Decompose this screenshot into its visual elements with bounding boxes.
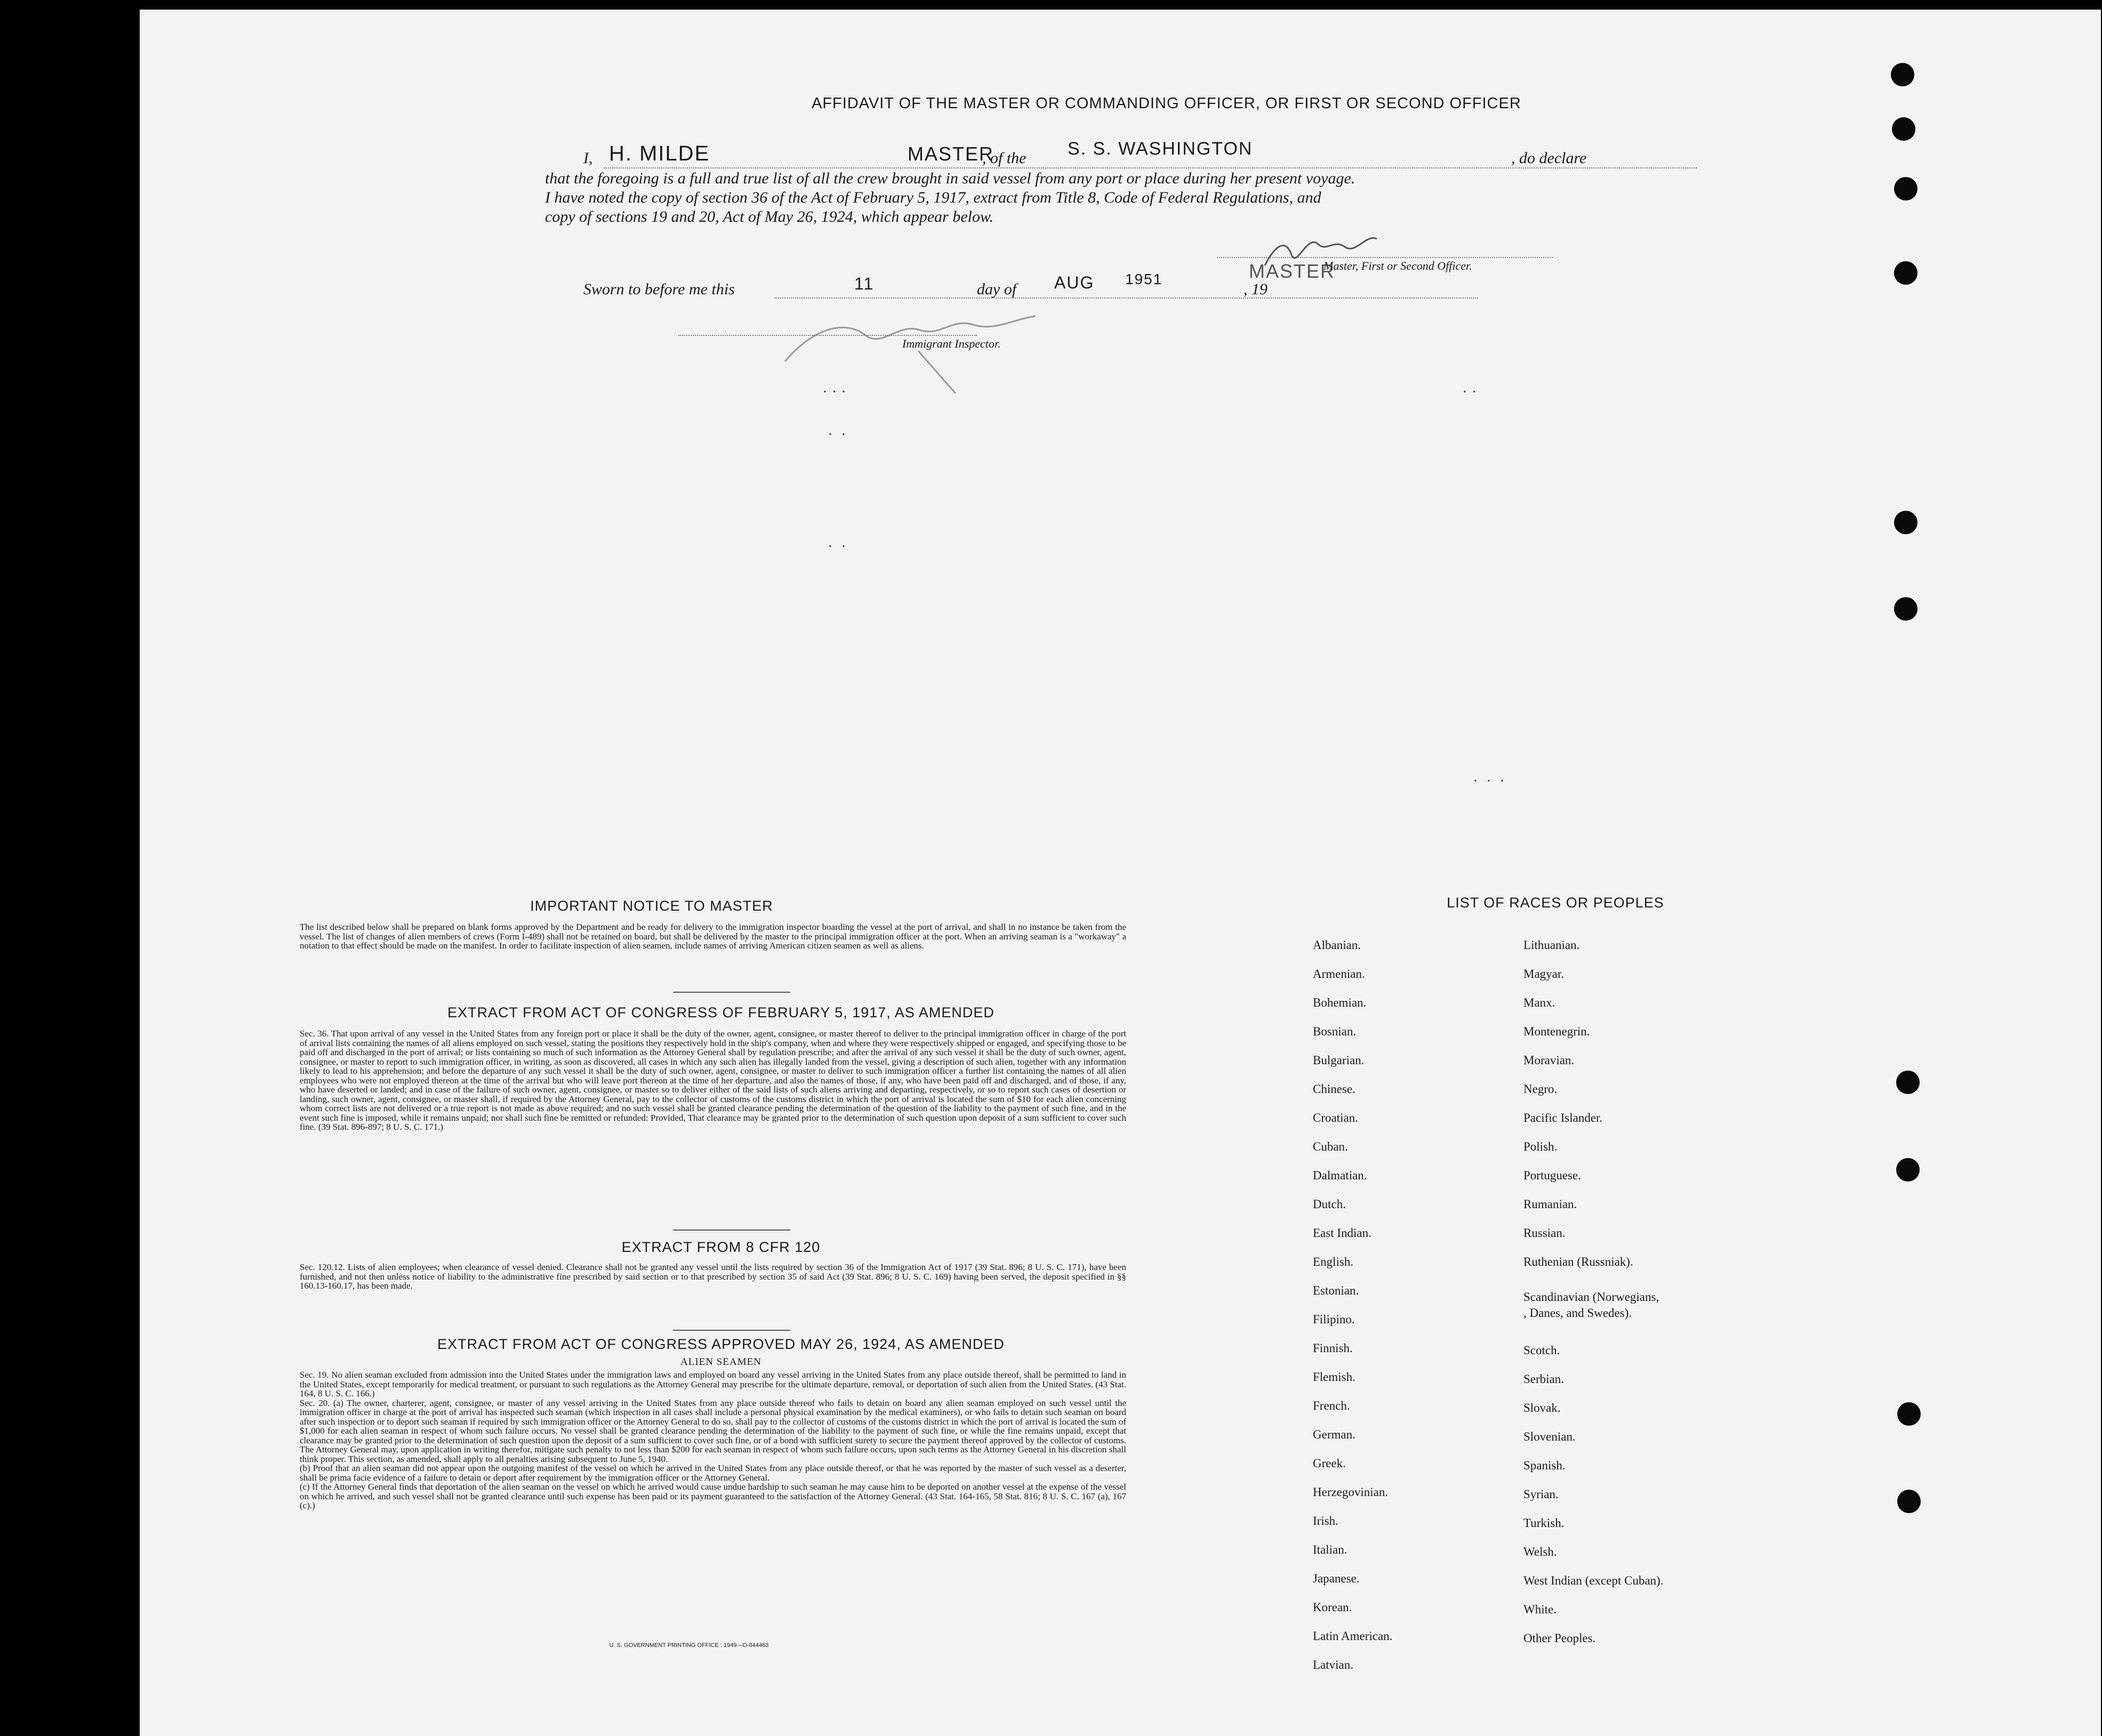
extract-1924-body [300,1370,1126,1510]
name-line [604,167,1697,168]
extract-1924-title: EXTRACT FROM ACT OF CONGRESS APPROVED MAY 26, 1924, AS AMENDED [437,1336,1005,1352]
inspector-label: Immigrant Inspector. [902,337,1001,350]
race-item: Turkish. [1523,1516,1565,1530]
race-item: Cuban. [1313,1140,1348,1153]
punch-hole [1897,1402,1921,1426]
race-item: Albanian. [1313,938,1361,952]
section-19-text: Sec. 19. No alien seaman excluded from admission into the United States under the immigration laws and employed on board any vessel arriving in the United States from any place outside thereof, shall be permitted to land in the United States, except temporarily for medical treatment, or pursuant to such regulations as the Attorney General may prescribe for the ultimate departure, removal, or deportation of such alien from the United States. (43 Stat. 164, 8 U. S. C. 166.) [300,1370,1126,1399]
sworn-label: Sworn to before me this [583,280,735,298]
race-item: Welsh. [1523,1545,1557,1558]
races-title: LIST OF RACES OR PEOPLES [1447,895,1664,911]
race-item: Rumanian. [1523,1197,1577,1211]
declaration-line-4: copy of sections 19 and 20, Act of May 26, 1924, which appear below. [545,208,994,226]
race-item: Montenegrin. [1523,1025,1590,1038]
sworn-day: 11 [854,274,875,293]
race-item: Scandinavian (Norwegians, [1523,1290,1659,1304]
master-name: H. MILDE [609,142,710,165]
extract-cfr-text: Sec. 120.12. Lists of alien employees; when clearance of vessel denied. Clearance shall not be granted any vessel until the lists required by section 36 of the Immigration Act of 1917 (39 Stat. 896; 8 U. S. C. 171), have been furnished, and not then unless notice of liability to the administrative fine prescribed by said section or to that prescribed by section 35 of said Act (39 Stat. 896; 8 U. S. C. 169) having been served, the deposit specified in §§ 160.13-160.17, has been made. [300,1262,1126,1291]
declaration-i: I, [583,149,593,167]
inspector-line [678,335,977,336]
race-item: Korean. [1313,1601,1352,1614]
race-item: English. [1313,1255,1354,1268]
vessel-name: S. S. WASHINGTON [1068,139,1253,159]
race-item: East Indian. [1313,1226,1371,1240]
race-item: Flemish. [1313,1370,1355,1384]
race-item: Irish. [1313,1514,1338,1528]
race-item: Manx. [1523,996,1555,1009]
punch-hole [1894,177,1918,200]
race-item: Lithuanian. [1523,938,1580,952]
sworn-month: AUG [1054,273,1095,292]
race-item: Croatian. [1313,1111,1358,1124]
race-item: Polish. [1523,1140,1558,1153]
sworn-year-stamp: 1951 [1125,271,1163,287]
notice-text: The list described below shall be prepared on blank forms approved by the Department and be ready for delivery to the immigration inspector boarding the vessel at the port of arrival, and shall in no instance be taken from the vessel. The list of changes of alien members of crews (Form I-489) shall not be retained on board, but shall be delivered by the master to the principal immigration officer at the port. When an arriving seaman is a "workaway" a notation to that effect should be made on the manifest. In order to facilitate inspection of alien seamen, include names of arriving American citizen seamen as well as aliens. [300,922,1126,951]
race-item: Magyar. [1523,967,1565,980]
race-item: Herzegovinian. [1313,1485,1389,1499]
race-item: Ruthenian (Russniak). [1523,1255,1633,1268]
race-item: Russian. [1523,1226,1566,1240]
officer-stamp: MASTER [1249,260,1336,282]
punch-hole [1894,597,1918,621]
notice-title: IMPORTANT NOTICE TO MASTER [530,898,773,914]
punch-hole [1896,1071,1920,1094]
race-item: German. [1313,1428,1355,1441]
race-item: Italian. [1313,1543,1347,1556]
race-item: Estonian. [1313,1284,1359,1297]
punch-hole [1894,261,1918,285]
race-item: West Indian (except Cuban). [1523,1574,1664,1587]
year-prefix: , 19 [1243,280,1267,298]
race-item: , Danes, and Swedes). [1523,1306,1632,1320]
extract-1917-text: Sec. 36. That upon arrival of any vessel in the United States from any foreign port or place it shall be the duty of the owner, agent, consignee, or master thereof to deliver to the principal immigration officer in charge of the port of arrival lists containing the names of all aliens employed on such vessel, stating the positions they respectively hold in the ship's company, when and where they were respectively shipped or engaged, and specifying those to be paid off and discharged in the port of arrival; or lists containing so much of such information as the Attorney General shall by regulation prescribe; and after the arrival of any such vessel it shall be the duty of such owner, agent, consignee, or master to report to such immigration officer, in writing, as soon as discovered, all cases in which any such alien has illegally landed from the vessel, giving a description of such alien, together with any information likely to lead to his apprehension; and before the departure of any such vessel it shall be the duty of such owner, agent, consignee, or master to deliver to such immigration officer a further list containing the names of all alien employees who were not employed thereon at the time of the arrival but who will leave port thereon at the time of her departure, and also the names of those, if any, who have been paid off and discharged, and of those, if any, who have deserted or landed; and in case of the failure of such owner, agent, consignee, or master so to deliver either of the said lists of such aliens arriving and departing, respectively, or so to report such cases of desertion or landing, such owner, agent, consignee, or master shall, if required by the Attorney General, pay to the collector of customs of the customs district in which the port of arrival is located the sum of $10 for each alien concerning whom correct lists are not delivered or a true report is not made as above required; and no such vessel shall be granted clearance pending the determination of the question of the liability to the payment of such fine, and in the event such fine is imposed, while it remains unpaid; nor shall such fine be remitted or refunded: Provided, That clearance may be granted prior to the determination of such question upon deposit of a sum sufficient to cover such fine. (39 Stat. 896-897; 8 U. S. C. 171.) [300,1028,1126,1132]
punch-hole [1897,1490,1921,1513]
race-item: Portuguese. [1523,1169,1581,1182]
race-item: Scotch. [1523,1344,1560,1357]
officer-label: Master, First or Second Officer. [1323,259,1472,272]
document-page: AFFIDAVIT OF THE MASTER OR COMMANDING OFFICER, OR FIRST OR SECOND OFFICER I, H. MILDE MASTER , of the S. S. WASHINGTON , do declare that the foregoing is a full and true list of all the crew brought in said vessel from any port or place during her present voyage. I have noted the copy of section 36 of the Act of February 5, 1917, extract from Title 8, Code of Federal Regulations, and copy of sections 19 and 20, Act of May 26, 1924, which appear below. MASTER Master, First or Second Officer. Sworn to before me this 11 day of AUG 1951 , 19 Immigrant Inspector. · · · · · · · · · · · · IMPORTANT NOTICE TO MASTER The list described below shall be prepared on blank forms approved by the Department and be ready for delivery to the immigration inspector boarding the vessel at the port of arrival, and shall in no instance be taken from the vessel. The list of changes of alien members of crews (Form I-489) shall not be retained on board, but shall be delivered by the master to the principal immigration officer at the port. When an arriving seaman is a "workaway" a notation to that effect should be made on the manifest. In order to facilitate inspection of alien seamen, include names of arriving American citizen seamen as well as aliens. EXTRACT FROM ACT OF CONGRESS OF FEBRUARY 5, 1917, AS AMENDED Sec. 36. That upon arrival of any vessel in the United States from any foreign port or place it shall be the duty of the owner, agent, consignee, or master thereof to deliver to the principal immigration officer in charge of the port of arrival lists containing the names of all aliens employed on such vessel, stating the positions they respectively hold in the ship's company, when and where they were respectively shipped or engaged, and specifying those to be paid off and discharged in the port of arrival; or lists containing so much of such information as the Attorney General shall by regulation prescribe; and after the arrival of any such vessel it shall be the duty of such owner, agent, consignee, or master to report to such immigration officer, in writing, as soon as discovered, all cases in which any such alien has illegally landed from the vessel, giving a description of such alien, together with any information likely to lead to his apprehension; and before the departure of any such vessel it shall be the duty of such owner, agent, consignee, or master to deliver to such immigration officer a further list containing the names of all alien employees who were not employed thereon at the time of the arrival but who will leave port thereon at the time of her departure, and also the names of those, if any, who have been paid off and discharged, and of those, if any, who have deserted or landed; and in case of the failure of such owner, agent, consignee, or master so to deliver either of the said lists of such aliens arriving and departing, respectively, or so to report such cases of desertion or landing, such owner, agent, consignee, or master shall, if required by the Attorney General, pay to the collector of customs of the customs district in which the port of arrival is located the sum of $10 for each alien concerning whom correct lists are not delivered or a true report is not made as above required; and no such vessel shall be granted clearance pending the determination of the question of the liability to the payment of such fine, and in the event such fine is imposed, while it remains unpaid; nor shall such fine be remitted or refunded: Provided, That clearance may be granted prior to the determination of such question upon deposit of a sum sufficient to cover such fine. (39 Stat. 896-897; 8 U. S. C. 171.) EXTRACT FROM 8 CFR 120 Sec. 120.12. Lists of alien employees; when clearance of vessel denied. Clearance shall not be granted any vessel until the lists required by section 36 of the Immigration Act of 1917 (39 Stat. 896; 8 U. S. C. 171), have been furnished, and not then unless notice of liability to the administrative fine prescribed by said section or to that prescribed by section 35 of said Act (39 Stat. 896; 8 U. S. C. 169) having been served, the deposit specified in §§ 160.13-160.17, has been made. EXTRACT FROM ACT OF CONGRESS APPROVED MAY 26, 1924, AS AMENDED ALIEN SEAMEN Sec. 19. No alien seaman excluded from admission into the United States under the immigration laws and employed on board any vessel arriving in the United States from any place outside thereof, shall be permitted to land in the United States, except temporarily for medical treatment, or pursuant to such regulations as the Attorney General may prescribe for the ultimate departure, removal, or deportation of such alien from the United States. (43 Stat. 164, 8 U. S. C. 166.) Sec. 20. (a) The owner, charterer, agent, consignee, or master of any vessel arriving in the United States from any place outside thereof who fails to detain on board any alien seaman employed on such vessel until the immigration officer in charge at the port of arrival has inspected such seaman (which inspection in all cases shall include a personal physical examination by the medical examiners), or who fails to detain such seaman on board after such inspection or to deport such seaman if required by such immigration officer or the Attorney General to do so, shall pay to the collector of customs of the customs district in which the port of arrival is located the sum of $1,000 for each alien seaman in respect of whom such failure occurs. No vessel shall be granted clearance pending the determination of the liability to the payment of such fine, or while the fine remains unpaid, except that clearance may be granted prior to the determination of such question upon the deposit of a sum sufficient to cover such fine, or of a bond with sufficient surety to secure the payment thereof approved by the collector of customs. The Attorney General may, upon application in writing therefor, mitigate such penalty to not less than $200 for each seaman in respect of whom such failure occurs, upon such terms as the Attorney General in his discretion shall think proper. This section, as amended, shall apply to all penalties arising subsequent to June 5, 1940. (b) Proof that an alien seaman did not appear upon the outgoing manifest of the vessel on which he arrived in the United States from any place outside thereof, or that he was reported by the master of such vessel as a deserter, shall be prima facie evidence of a failure to detain or deport after requirement by the immigration officer or the Attorney General. (c) If the Attorney General finds that deportation of the alien seaman on the vessel on which he arrived would cause undue hardship to such seaman he may cause him to be deported on another vessel at the expense of the vessel on which he arrived, and such vessel shall not be granted clearance until such expense has been paid or its payment guaranteed to the satisfaction of the Attorney General. (43 Stat. 164-165, 58 Stat. 816; 8 U. S. C. 167 (a), 167 (c).) U. S. GOVERNMENT PRINTING OFFICE : 1949—O-844463 LIST OF RACES OR PEOPLES Albanian. Armenian. Bohemian. Bosnian. Bulgarian. Chinese. Croatian. Cuban. Dalmatian. Dutch. East Indian. English. Estonian. Filipino. Finnish. Flemish. French. German. Greek. Herzegovinian. Irish. Italian. Japanese. Korean. Latin American. Latvian. Lithuanian. Magyar. Manx. Montenegrin. Moravian. Negro. Pacific Islander. Polish. Portuguese. Rumanian. Russian. Ruthenian (Russniak). Scandinavian (Norwegians, , Danes, and Swedes). Scotch. Serbian. Slovak. Slovenian. Spanish. Syrian. Turkish. Welsh. West Indian (except Cuban). White. Other Peoples. [140,10,2101,1736]
race-item: French. [1313,1399,1350,1412]
race-item: Finnish. [1313,1341,1353,1355]
race-item: Greek. [1313,1457,1346,1470]
day-of-label: day of [977,280,1017,298]
race-item: Armenian. [1313,967,1365,980]
section-20c-text: (c) If the Attorney General finds that deportation of the alien seaman on the vessel on which he arrived would cause undue hardship to such seaman he may cause him to be deported on another vessel at the expense of the vessel on which he arrived, and such vessel shall not be granted clearance until such expense has been paid or its payment guaranteed to the satisfaction of the Attorney General. (43 Stat. 164-165, 58 Stat. 816; 8 U. S. C. 167 (a), 167 (c).) [300,1482,1126,1510]
printer-imprint: U. S. GOVERNMENT PRINTING OFFICE : 1949—O-844463 [609,1642,769,1649]
race-item: Bosnian. [1313,1025,1357,1038]
extract-1917-title: EXTRACT FROM ACT OF CONGRESS OF FEBRUARY 5, 1917, AS AMENDED [447,1004,994,1020]
race-item: Chinese. [1313,1082,1355,1096]
race-item: Dutch. [1313,1197,1346,1211]
of-the-label: , of the [982,149,1026,167]
race-item: Pacific Islander. [1523,1111,1603,1124]
race-item: Spanish. [1523,1459,1566,1472]
race-item: Bohemian. [1313,996,1367,1009]
extract-1924-subtitle: ALIEN SEAMEN [680,1356,761,1368]
do-declare-label: , do declare [1511,149,1587,167]
divider [673,1330,790,1331]
race-item: Latvian. [1313,1658,1353,1671]
punch-hole [1894,511,1918,534]
race-item: White. [1523,1603,1557,1616]
race-item: Filipino. [1313,1313,1355,1326]
race-item: Syrian. [1523,1488,1559,1501]
extract-cfr-title: EXTRACT FROM 8 CFR 120 [621,1239,821,1255]
divider [673,1229,790,1231]
race-item: Slovak. [1523,1401,1561,1414]
race-item: Dalmatian. [1313,1169,1367,1182]
master-rank: MASTER [908,143,994,165]
declaration-line-2: that the foregoing is a full and true list of all the crew brought in said vessel from any port or place during her present voyage. [545,170,1355,187]
section-20b-text: (b) Proof that an alien seaman did not appear upon the outgoing manifest of the vessel on which he arrived in the United States from any place outside thereof, or that he was reported by the master of such vessel as a deserter, shall be prima facie evidence of a failure to detain or deport after requirement by the immigration officer or the Attorney General. [300,1463,1126,1483]
punch-hole [1896,1158,1920,1182]
race-item: Moravian. [1523,1054,1575,1067]
section-20a-text: Sec. 20. (a) The owner, charterer, agent, consignee, or master of any vessel arriving in the United States from any place outside thereof who fails to detain on board any alien seaman employed on such vessel until the immigration officer in charge at the port of arrival has inspected such seaman (which inspection in all cases shall include a personal physical examination by the medical examiners), or who fails to detain such seaman on board after such inspection or to deport such seaman if required by such immigration officer or the Attorney General to do so, shall pay to the collector of customs of the customs district in which the port of arrival is located the sum of $1,000 for each alien seaman in respect of whom such failure occurs. No vessel shall be granted clearance pending the determination of the liability to the payment of such fine, or while the fine remains unpaid, except that clearance may be granted prior to the determination of such question upon the deposit of a sum sufficient to cover such fine, or of a bond with sufficient surety to secure the payment thereof approved by the collector of customs. The Attorney General may, upon application in writing therefor, mitigate such penalty to not less than $200 for each seaman in respect of whom such failure occurs, upon such terms as the Attorney General in his discretion shall think proper. This section, as amended, shall apply to all penalties arising subsequent to June 5, 1940. [300,1397,1126,1464]
divider [673,992,790,993]
race-item: Japanese. [1313,1572,1360,1585]
punch-hole [1891,63,1914,86]
race-item: Bulgarian. [1313,1054,1365,1067]
race-item: Latin American. [1313,1629,1393,1643]
affidavit-title: AFFIDAVIT OF THE MASTER OR COMMANDING OFFICER, OR FIRST OR SECOND OFFICER [812,95,1521,112]
race-item: Other Peoples. [1523,1631,1596,1645]
race-item: Negro. [1523,1082,1558,1096]
race-item: Serbian. [1523,1372,1565,1386]
declaration-line-3: I have noted the copy of section 36 of the Act of February 5, 1917, extract from Title 8, Code of Federal Regulations, and [545,189,1321,206]
race-item: Slovenian. [1523,1430,1576,1443]
punch-hole [1892,117,1915,141]
